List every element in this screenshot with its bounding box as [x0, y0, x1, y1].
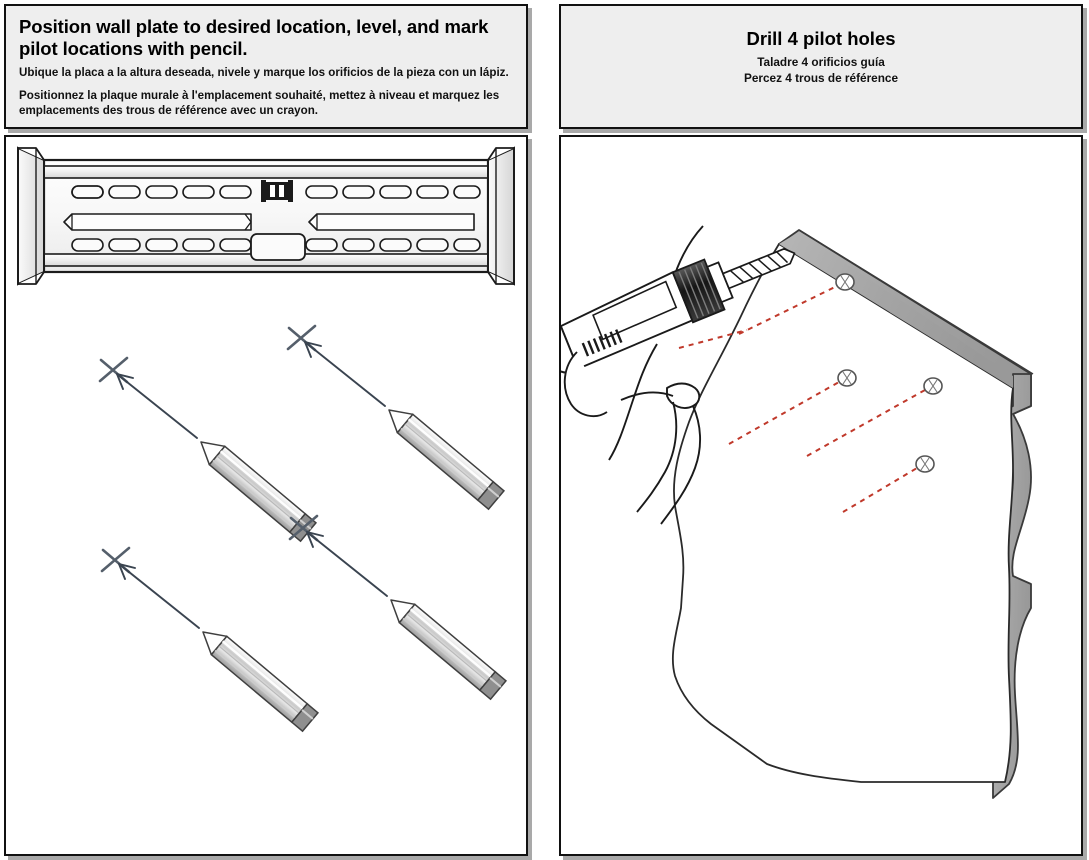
wall-cutaway	[673, 230, 1033, 798]
wall-plate-and-pencil-marks-drawing	[6, 137, 526, 854]
right-title-english: Drill 4 pilot holes	[746, 28, 896, 49]
right-panel-header	[559, 4, 1083, 129]
right-panel	[559, 4, 1083, 856]
plate-end-cap-left	[18, 148, 44, 284]
left-title-english: Position wall plate to desired location, level, and mark pilot locations with pencil.	[19, 16, 489, 59]
left-title-spanish: Ubique la placa a la altura deseada, nivele y marque los orificios de la pieza con un lápiz.	[19, 65, 509, 79]
left-title-french: Positionnez la plaque murale à l'emplacement souhaité, mettez à niveau et marquez les emplacements des trous de référence avec un crayon.	[19, 89, 500, 118]
right-panel-illustration	[559, 135, 1083, 856]
pencil-mark-top-right	[288, 326, 504, 509]
right-title-french: Percez 4 trous de référence	[743, 71, 899, 85]
left-panel-header	[4, 4, 528, 129]
plate-slot-group-left	[64, 186, 251, 251]
pencil-mark-bottom-left	[102, 548, 318, 731]
left-panel	[4, 4, 528, 856]
left-panel-illustration	[4, 135, 528, 856]
pencil-mark-bottom-right	[290, 516, 506, 699]
drill-pilot-holes-drawing	[561, 137, 1081, 854]
right-title-spanish: Taladre 4 orificios guía	[757, 55, 885, 69]
pencil-mark-top-left	[100, 358, 316, 541]
plate-end-cap-right	[488, 148, 514, 284]
wall-plate-bracket	[18, 148, 514, 284]
